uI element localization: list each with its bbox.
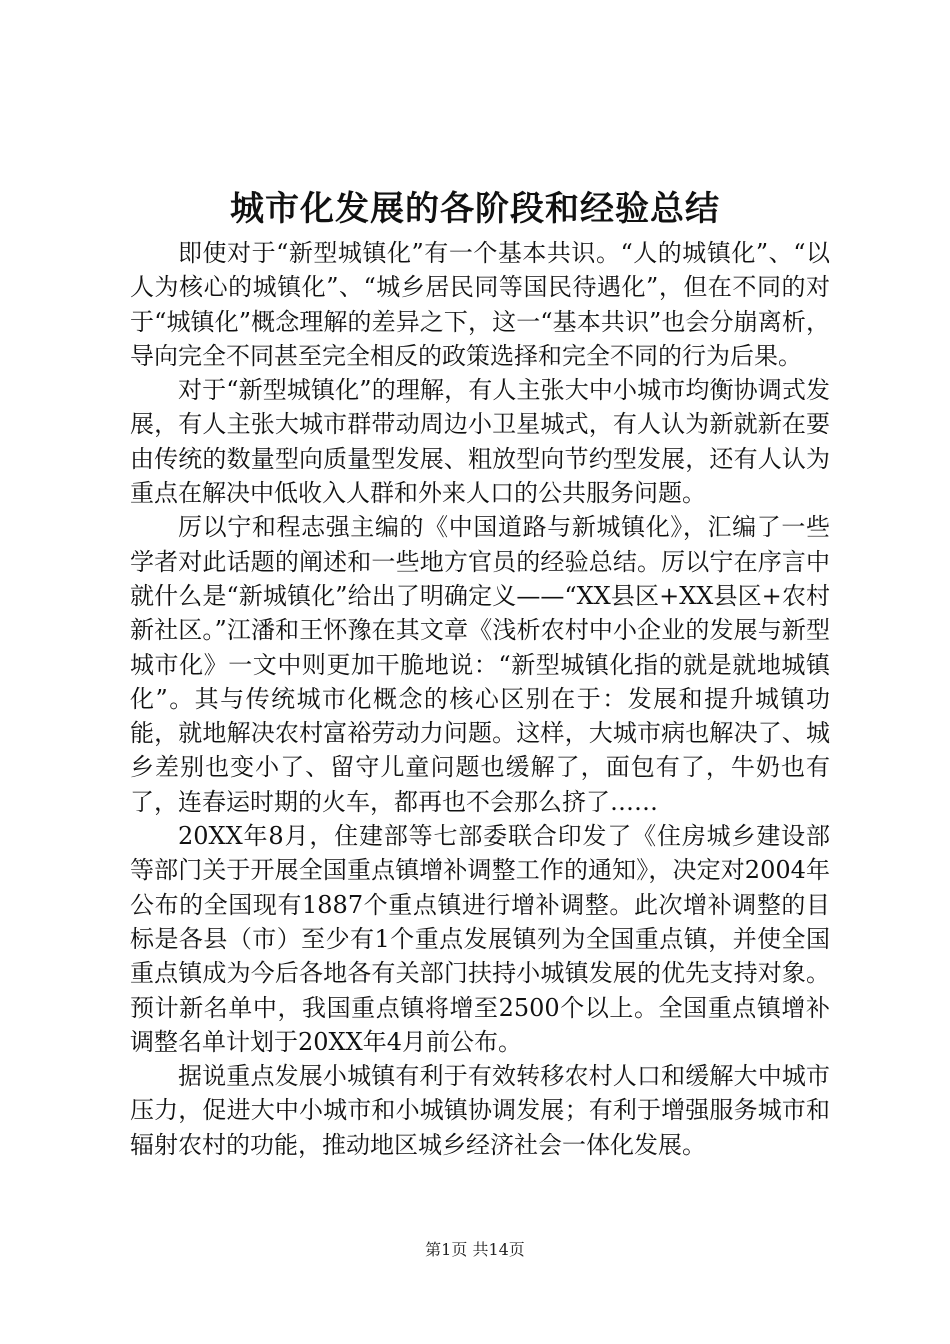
paragraph: 20XX年8月，住建部等七部委联合印发了《住房城乡建设部等部门关于开展全国重点镇增补调整工作的通知》，决定对2004年公布的全国现有1887个重点镇进行增补调整。此次增补调整的目标是各县（市）至少有1个重点发展镇列为全国重点镇，并使全国重点镇成为今后各地各有关部门扶持小城镇发展的优先支持对象。预计新名单中，我国重点镇将增至2500个以上。全国重点镇增补调整名单计划于20XX年4月前公布。: [130, 822, 830, 1056]
document-title: 城市化发展的各阶段和经验总结: [230, 189, 720, 229]
document-body: [130, 236, 830, 1162]
paragraph: 对于“新型城镇化”的理解，有人主张大中小城市均衡协调式发展，有人主张大城市群带动周边小卫星城式，有人认为新就新在要由传统的数量型向质量型发展、粗放型向节约型发展，还有人认为重点在解决中低收入人群和外来人口的公共服务问题。: [130, 376, 830, 508]
paragraph: 厉以宁和程志强主编的《中国道路与新城镇化》，汇编了一些学者对此话题的阐述和一些地方官员的经验总结。厉以宁在序言中就什么是“新城镇化”给出了明确定义——“XX县区+XX县区+农村新社区。”江潘和王怀豫在其文章《浅析农村中小企业的发展与新型城市化》一文中则更加干脆地说：“新型城镇化指的就是就地城镇化”。其与传统城市化概念的核心区别在于：发展和提升城镇功能，就地解决农村富裕劳动力问题。这样，大城市病也解决了、城乡差别也变小了、留守儿童问题也缓解了，面包有了，牛奶也有了，连春运时期的火车，都再也不会那么挤了……: [130, 513, 830, 816]
paragraph: 据说重点发展小城镇有利于有效转移农村人口和缓解大中城市压力，促进大中小城市和小城镇协调发展；有利于增强服务城市和辐射农村的功能，推动地区城乡经济社会一体化发展。: [130, 1062, 830, 1159]
paragraph: 即使对于“新型城镇化”有一个基本共识。“人的城镇化”、“以人为核心的城镇化”、“城乡居民同等国民待遇化”，但在不同的对于“城镇化”概念理解的差异之下，这一“基本共识”也会分崩离析，导向完全不同甚至完全相反的政策选择和完全不同的行为后果。: [130, 239, 830, 370]
page-footer: 第1页 共14页: [425, 1240, 525, 1259]
